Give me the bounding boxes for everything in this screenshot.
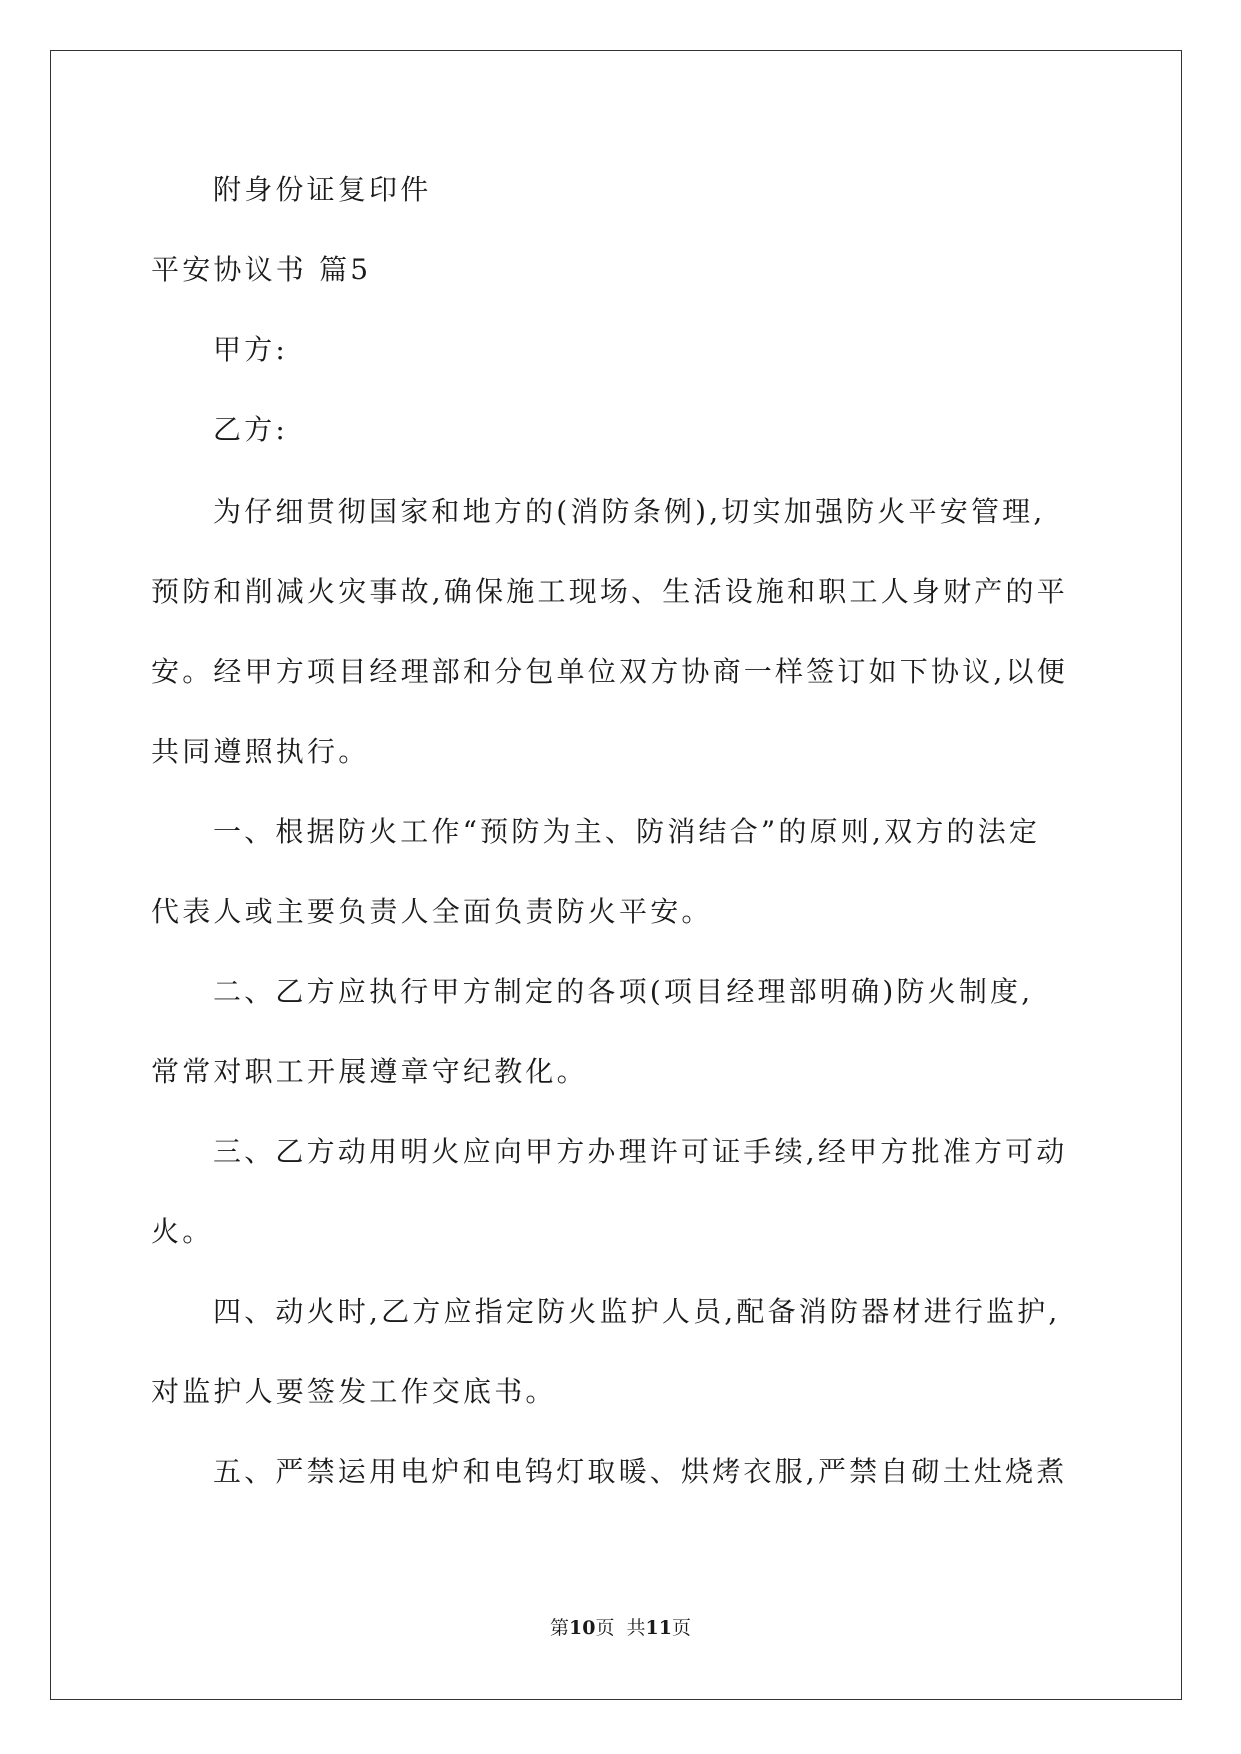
attachment-note: 附身份证复印件 — [213, 173, 432, 206]
clause-3-line: 三、乙方动用明火应向甲方办理许可证手续,经甲方批准方可动 — [213, 1135, 1068, 1168]
total-page-number: 11 — [645, 1617, 672, 1639]
clause-1-line: 代表人或主要负责人全面负责防火平安。 — [151, 895, 713, 928]
clause-2-line: 常常对职工开展遵章守纪教化。 — [151, 1055, 588, 1088]
paragraph-line: 为仔细贯彻国家和地方的(消防条例),切实加强防火平安管理, — [213, 495, 1046, 528]
clause-1-line: 一、根据防火工作“预防为主、防消结合”的原则,双方的法定 — [213, 815, 1041, 848]
paragraph-line: 预防和削减火灾事故,确保施工现场、生活设施和职工人身财产的平 — [151, 575, 1068, 608]
section-heading: 平安协议书 篇5 — [151, 253, 372, 286]
clause-2-line: 二、乙方应执行甲方制定的各项(项目经理部明确)防火制度, — [213, 975, 1034, 1008]
clause-3-line: 火。 — [151, 1215, 214, 1248]
page-mid: 页 共 — [595, 1617, 646, 1639]
page-number-footer — [0, 1615, 1241, 1641]
clause-4-line: 对监护人要签发工作交底书。 — [151, 1375, 557, 1408]
page-prefix: 第 — [549, 1617, 569, 1639]
clause-4-line: 四、动火时,乙方应指定防火监护人员,配备消防器材进行监护, — [213, 1295, 1061, 1328]
paragraph-line: 共同遵照执行。 — [151, 735, 370, 768]
current-page-number: 10 — [569, 1617, 596, 1639]
party-a-label: 甲方: — [213, 333, 289, 366]
page-suffix: 页 — [672, 1617, 692, 1639]
party-b-label: 乙方: — [213, 413, 289, 446]
clause-5-line: 五、严禁运用电炉和电钨灯取暖、烘烤衣服,严禁自砌土灶烧煮 — [213, 1455, 1068, 1488]
paragraph-line: 安。经甲方项目经理部和分包单位双方协商一样签订如下协议,以便 — [151, 655, 1068, 688]
